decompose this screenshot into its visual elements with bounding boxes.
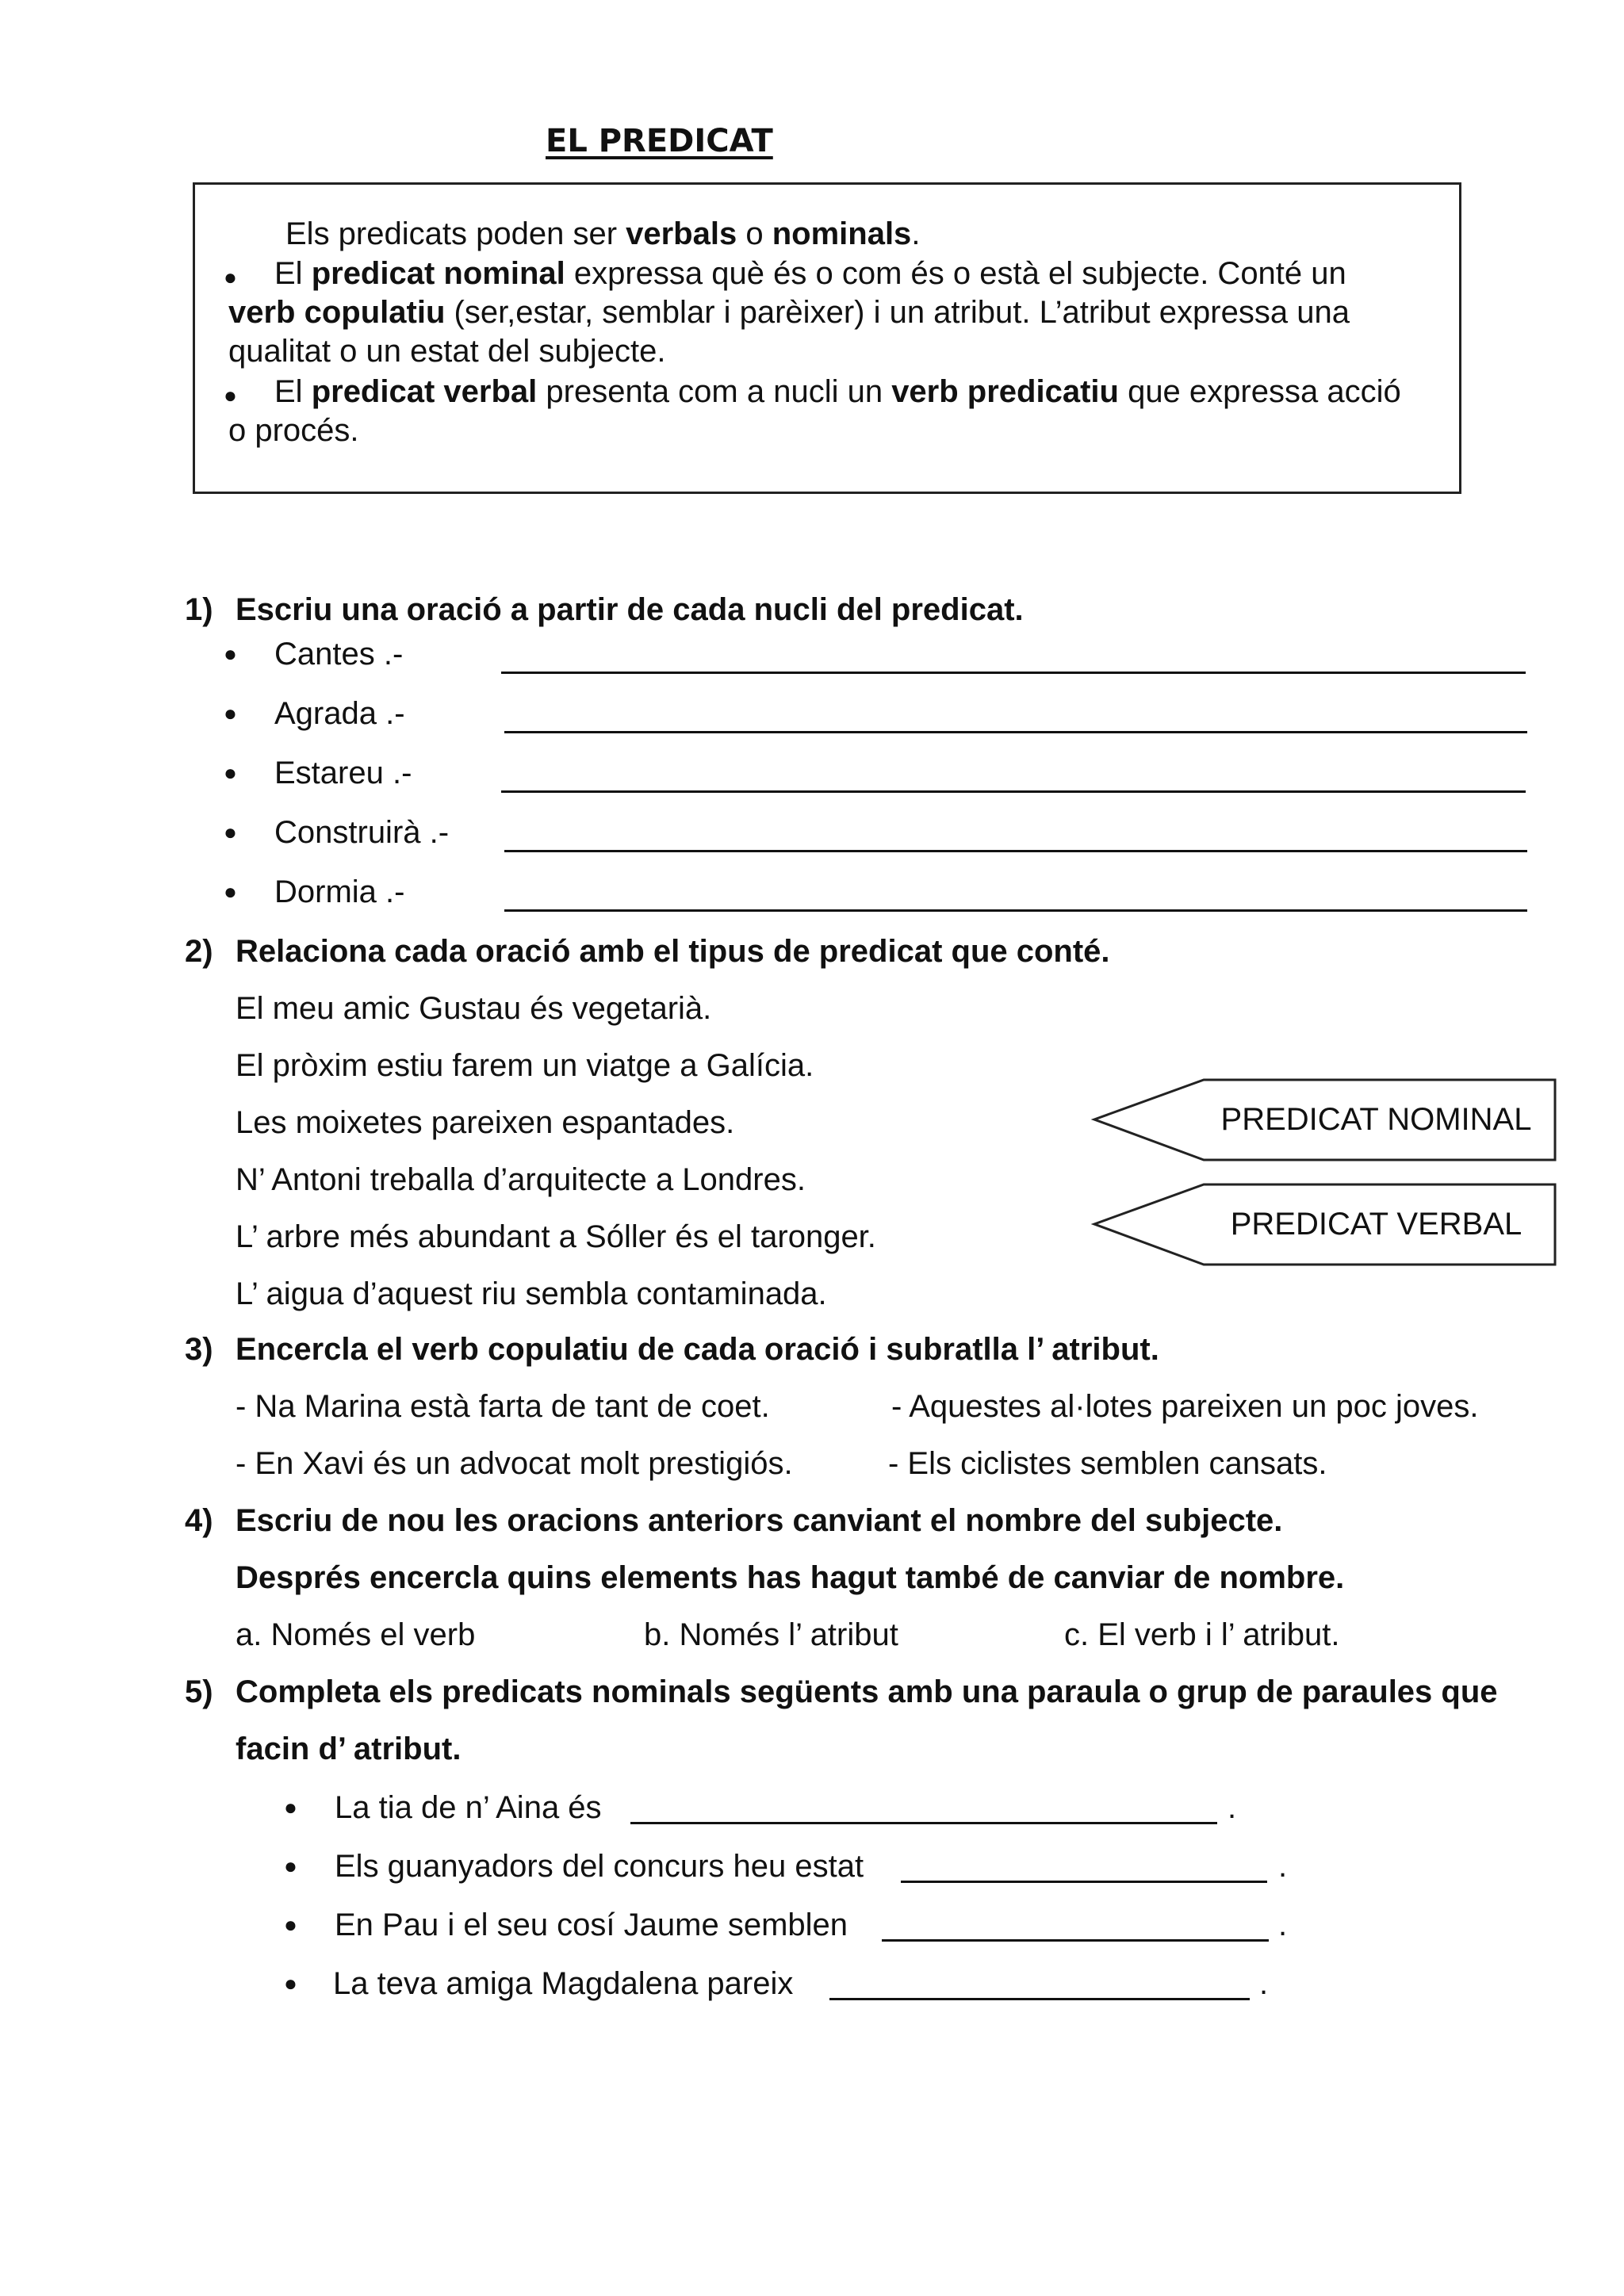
ex1-item-construira: Construirà .- <box>274 815 450 850</box>
answer-line[interactable] <box>504 731 1527 733</box>
ex1-heading: Escriu una oració a partir de cada nucli del predicat. <box>236 592 1024 627</box>
text: . <box>911 216 921 251</box>
ex5-item: La tia de n’ Aina és <box>335 1790 602 1825</box>
text: que expressa acció <box>1118 374 1401 409</box>
ex5-item: Els guanyadors del concurs heu estat <box>335 1849 864 1884</box>
bullet-icon: ● <box>284 1971 297 1996</box>
bullet-icon: ● <box>224 820 237 844</box>
text: (ser,estar, semblar i parèixer) i un atribut. L’atribut expressa una <box>445 295 1350 330</box>
bold-term: verb copulatiu <box>228 295 446 330</box>
text: presenta com a nucli un <box>537 374 892 409</box>
ex3-heading: Encercla el verb copulatiu de cada oració i subratlla l’ atribut. <box>236 1332 1159 1367</box>
ex4-number: 4) <box>185 1503 213 1538</box>
end-period: . <box>1278 1908 1288 1942</box>
ex2-heading: Relaciona cada oració amb el tipus de predicat que conté. <box>236 934 1110 969</box>
ex3-sentence: - Els ciclistes semblen cansats. <box>888 1446 1327 1481</box>
bullet-icon: ● <box>224 265 237 289</box>
ex5-item: En Pau i el seu cosí Jaume semblen <box>335 1908 848 1942</box>
bullet-icon: ● <box>224 879 237 904</box>
ex2-sentence: El pròxim estiu farem un viatge a Galícia. <box>236 1048 814 1083</box>
bullet-icon: ● <box>224 383 237 408</box>
ex3-sentence: - Na Marina està farta de tant de coet. <box>236 1389 770 1424</box>
bold-term: verbals <box>626 216 737 251</box>
ex2-sentence: N’ Antoni treballa d’arquitecte a Londres. <box>236 1162 806 1197</box>
ex5-heading-2: facin d’ atribut. <box>236 1732 462 1766</box>
bullet-icon: ● <box>224 760 237 785</box>
bullet-icon: ● <box>284 1912 297 1937</box>
bullet-icon: ● <box>224 701 237 725</box>
end-period: . <box>1278 1849 1288 1884</box>
bold-term: predicat nominal <box>311 256 565 291</box>
ex2-number: 2) <box>185 934 213 969</box>
info-verbal-line2: o procés. <box>228 413 359 448</box>
answer-line[interactable] <box>504 909 1527 912</box>
answer-line[interactable] <box>504 850 1527 852</box>
ex5-number: 5) <box>185 1674 213 1709</box>
ex2-sentence: L’ aigua d’aquest riu sembla contaminada. <box>236 1276 827 1311</box>
page-title: EL PREDICAT <box>546 123 773 159</box>
ex3-number: 3) <box>185 1332 213 1367</box>
tag-label: PREDICAT VERBAL <box>1230 1207 1522 1242</box>
bold-term: predicat verbal <box>311 374 538 409</box>
bullet-icon: ● <box>284 1854 297 1878</box>
ex4-option-b[interactable]: b. Només l’ atribut <box>644 1617 898 1652</box>
ex1-item-estareu: Estareu .- <box>274 756 412 790</box>
text: El <box>274 256 312 291</box>
ex1-number: 1) <box>185 592 213 627</box>
info-nominal-line3: qualitat o un estat del subjecte. <box>228 334 666 369</box>
ex3-sentence: - En Xavi és un advocat molt prestigiós. <box>236 1446 793 1481</box>
answer-line[interactable] <box>901 1881 1267 1883</box>
info-verbal-line1 <box>274 376 1401 408</box>
ex4-heading-2: Després encercla quins elements has hagut també de canviar de nombre. <box>236 1560 1345 1595</box>
ex5-heading-1: Completa els predicats nominals següents amb una paraula o grup de paraules que <box>236 1674 1498 1709</box>
bullet-icon: ● <box>284 1795 297 1820</box>
answer-line[interactable] <box>630 1822 1217 1824</box>
ex4-option-c[interactable]: c. El verb i l’ atribut. <box>1064 1617 1340 1652</box>
ex4-heading-1: Escriu de nou les oracions anteriors canviant el nombre del subjecte. <box>236 1503 1283 1538</box>
ex4-option-a[interactable]: a. Només el verb <box>236 1617 476 1652</box>
bold-term: verb predicatiu <box>891 374 1119 409</box>
text: Els predicats poden ser <box>285 216 626 251</box>
ex2-sentence: Les moixetes pareixen espantades. <box>236 1105 735 1140</box>
answer-line[interactable] <box>882 1939 1269 1942</box>
info-intro <box>285 218 920 250</box>
info-nominal-line2 <box>228 297 1350 328</box>
end-period: . <box>1259 1966 1269 2001</box>
ex2-sentence: L’ arbre més abundant a Sóller és el taronger. <box>236 1219 876 1254</box>
tag-predicat-verbal[interactable] <box>1093 1183 1557 1266</box>
answer-line[interactable] <box>829 1998 1250 2000</box>
end-period: . <box>1228 1790 1237 1825</box>
text: o <box>737 216 772 251</box>
tag-label: PREDICAT NOMINAL <box>1220 1102 1532 1137</box>
text: El <box>274 374 312 409</box>
bullet-icon: ● <box>224 641 237 666</box>
ex1-item-dormia: Dormia .- <box>274 874 405 909</box>
answer-line[interactable] <box>501 672 1526 674</box>
ex5-item: La teva amiga Magdalena pareix <box>333 1966 794 2001</box>
ex2-sentence: El meu amic Gustau és vegetarià. <box>236 991 712 1026</box>
text: expressa què és o com és o està el subjecte. Conté un <box>565 256 1346 291</box>
ex3-sentence: - Aquestes al·lotes pareixen un poc joves. <box>891 1389 1479 1424</box>
info-nominal-line1 <box>274 258 1346 289</box>
tag-predicat-nominal[interactable] <box>1093 1078 1557 1161</box>
ex1-item-agrada: Agrada .- <box>274 696 405 731</box>
bold-term: nominals <box>772 216 912 251</box>
ex1-item-cantes: Cantes .- <box>274 637 404 672</box>
answer-line[interactable] <box>501 790 1526 793</box>
